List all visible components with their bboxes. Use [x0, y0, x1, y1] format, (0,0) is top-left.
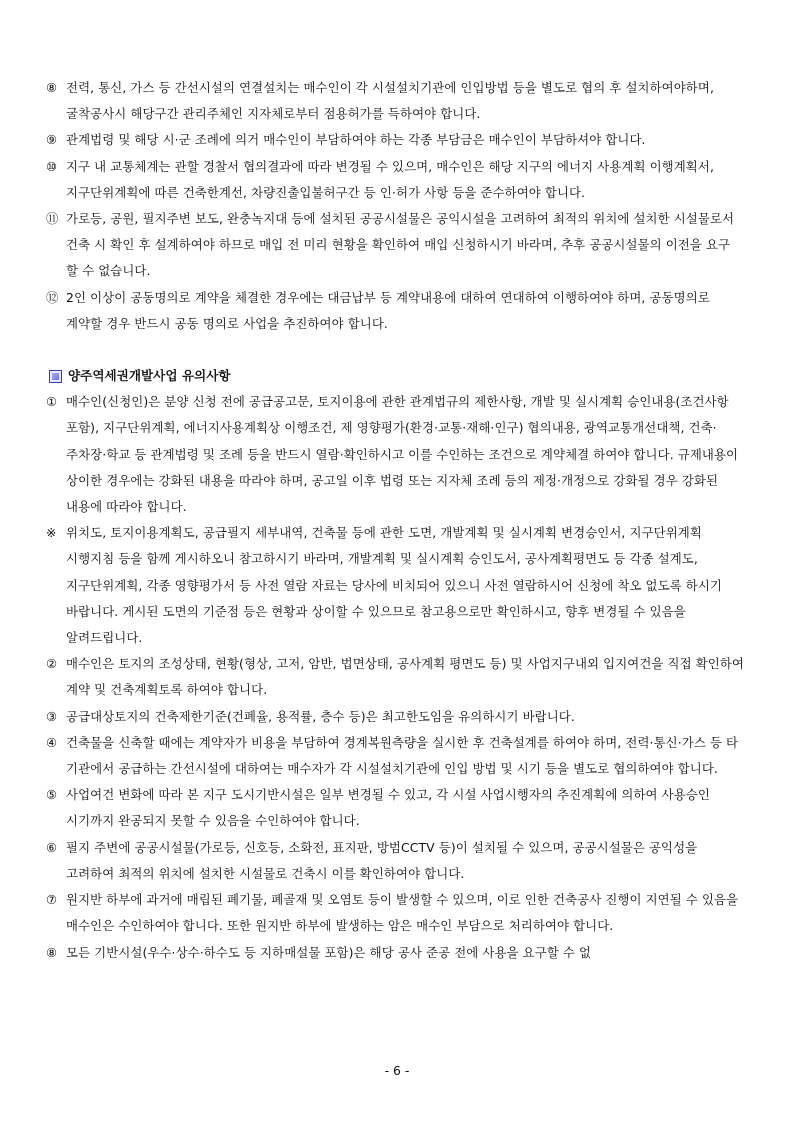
item-text: 건축물을 신축할 때에는 계약자가 비용을 부담하여 경계복원측량을 실시한 후 건축설계를 하여야 하며, 전력·통신·가스 등 타 기관에서 공급하는 간선시설에 대하여는 매수자가 각 시설설치기관에 인입 방법 및 시기 등을 별도로 협의하여야 합니다.	[66, 734, 739, 777]
item-number: ⑤	[46, 787, 58, 803]
list-item	[46, 389, 746, 520]
item-number: ⑩	[46, 158, 58, 174]
item-text: 매수인(신청인)은 분양 신청 전에 공급공고문, 토지이용에 관한 관계법규의 제한사항, 개발 및 실시계획 승인내용(조건사항 포함), 지구단위계획, 에너지사용계획상 이행조건, 제 영향평가(환경·교통·재해·인구) 협의내용, 광역교통개선대책, 건축·주차장·학교 등 관계법령 및 조례 등을 반드시 열람·확인하시고 이를 수인하는 조건으로 계약체결 하여야 합니다. 규제내용이 상이한 경우에는 강화된 내용을 따라야 하며, 공고일 이후 법령 또는 지자체 조례 등의 제정·개정으로 강화될 경우 강화된 내용에 따라야 합니다.	[66, 394, 739, 515]
item-text: 사업여건 변화에 따라 본 지구 도시기반시설은 일부 변경될 수 있고, 각 시설 사업시행자의 추진계획에 의하여 사용승인 시기까지 완공되지 못할 수 있음을 수인하여야 합니다.	[66, 787, 710, 829]
section-heading	[46, 363, 746, 389]
page-number: - 6 -	[384, 1063, 410, 1078]
square-bullet-icon	[49, 370, 62, 383]
item-text: 관계법령 및 해당 시·군 조례에 의거 매수인이 부담하여야 하는 각종 부담금은 매수인이 부담하셔야 합니다.	[66, 132, 646, 148]
item-number: ※	[46, 525, 57, 541]
list-item	[46, 154, 746, 206]
item-text: 지구 내 교통체계는 관할 경찰서 협의결과에 따라 변경될 수 있으며, 매수인은 해당 지구의 에너지 사용계획 이행계획서, 지구단위계획에 따른 건축한계선, 차량진출입불허구간 등 인·허가 사항 등을 준수하여야 합니다.	[66, 158, 714, 200]
section-gap	[46, 337, 746, 363]
item-text: 2인 이상이 공동명의로 계약을 체결한 경우에는 대금납부 등 계약내용에 대하여 연대하여 이행하여야 하며, 공동명의로 계약할 경우 반드시 공동 명의로 사업을 추진하여야 합니다.	[66, 289, 710, 331]
item-number: ②	[46, 656, 58, 672]
list-item	[46, 206, 746, 285]
item-number: ⑪	[46, 211, 59, 227]
list-item	[46, 75, 746, 127]
list-item	[46, 782, 746, 834]
item-number: ①	[46, 394, 58, 410]
item-number: ⑫	[46, 289, 59, 305]
item-text: 공급대상토지의 건축제한기준(건폐율, 용적률, 층수 등)은 최고한도임을 유의하시기 바랍니다.	[66, 708, 575, 724]
item-number: ⑧	[46, 80, 58, 95]
list-item	[46, 835, 746, 887]
list-item	[46, 730, 746, 782]
list-item	[46, 887, 746, 939]
item-text: 매수인은 토지의 조성상태, 현황(형상, 고저, 암반, 법면상태, 공사계획 평면도 등) 및 사업지구내외 입지여건을 직접 확인하여 계약 및 건축계획토록 하여야 합니다.	[66, 656, 744, 698]
item-text: 모든 기반시설(우수·상수·하수도 등 지하매설물 포함)은 해당 공사 준공 전에 사용을 요구할 수 없	[66, 944, 592, 960]
list-item	[46, 966, 746, 992]
item-text: 위치도, 토지이용계획도, 공급필지 세부내역, 건축물 등에 관한 도면, 개발계획 및 실시계획 변경승인서, 지구단위계획 시행지침 등을 함께 게시하오니 참고하시기 바라며, 개발계획 및 실시계획 승인도서, 공사계획평면도 등 각종 설계도, 지구단위계획, 각종 영향평가서 등 사전 열람 자료는 당사에 비치되어 있으니 사전 열람하시어 신청에 착오 없도록 하시기 바랍니다. 게시된 도면의 기준점 등은 현황과 상이할 수 있으므로 참고용으로만 확인하시고, 향후 변경될 수 있음을 알려드립니다.	[66, 525, 723, 646]
list-item	[46, 285, 746, 337]
page-content	[46, 75, 746, 992]
item-number: ⑥	[46, 839, 58, 855]
item-number: ⑨	[46, 132, 58, 148]
item-number: ④	[46, 734, 58, 750]
list-item	[46, 704, 746, 730]
list-item	[46, 940, 746, 966]
item-text: 원지반 하부에 과거에 매립된 폐기물, 폐골재 및 오염토 등이 발생할 수 있으며, 이로 인한 건축공사 진행이 지연될 수 있음을 매수인은 수인하여야 합니다. 또한 원지반 하부에 발생하는 암은 매수인 부담으로 처리하여야 합니다.	[66, 892, 739, 934]
item-number: ⑦	[46, 892, 58, 908]
item-text: 전력, 통신, 가스 등 간선시설의 연결설치는 매수인이 각 시설설치기관에 인입방법 등을 별도로 협의 후 설치하여야하며, 굴착공사시 해당구간 관리주체인 지자체로부터 점용허가를 득하여야 합니다.	[66, 80, 714, 122]
list-item	[46, 520, 746, 651]
item-number: ③	[46, 708, 58, 724]
list-item	[46, 127, 746, 153]
item-text: 필지 주변에 공공시설물(가로등, 신호등, 소화전, 표지판, 방범CCTV 등)이 설치될 수 있으며, 공공시설물은 공익성을 고려하여 최적의 위치에 설치한 시설물로 건축시 이를 확인하여야 합니다.	[66, 839, 698, 881]
item-text: 가로등, 공원, 필지주변 보도, 완충녹지대 등에 설치된 공공시설물은 공익시설을 고려하여 최적의 위치에 설치한 시설물로서 건축 시 확인 후 설계하여야 하므로 매입 전 미리 현황을 확인하여 매입 신청하시기 바라며, 추후 공공시설물의 이전을 요구 할 수 없습니다.	[66, 211, 735, 279]
section-2-list	[46, 389, 746, 992]
list-item	[46, 651, 746, 703]
section-title: 양주역세권개발사업 유의사항	[68, 368, 231, 384]
section-1-list	[46, 75, 746, 337]
item-number: ⑧	[46, 944, 58, 960]
